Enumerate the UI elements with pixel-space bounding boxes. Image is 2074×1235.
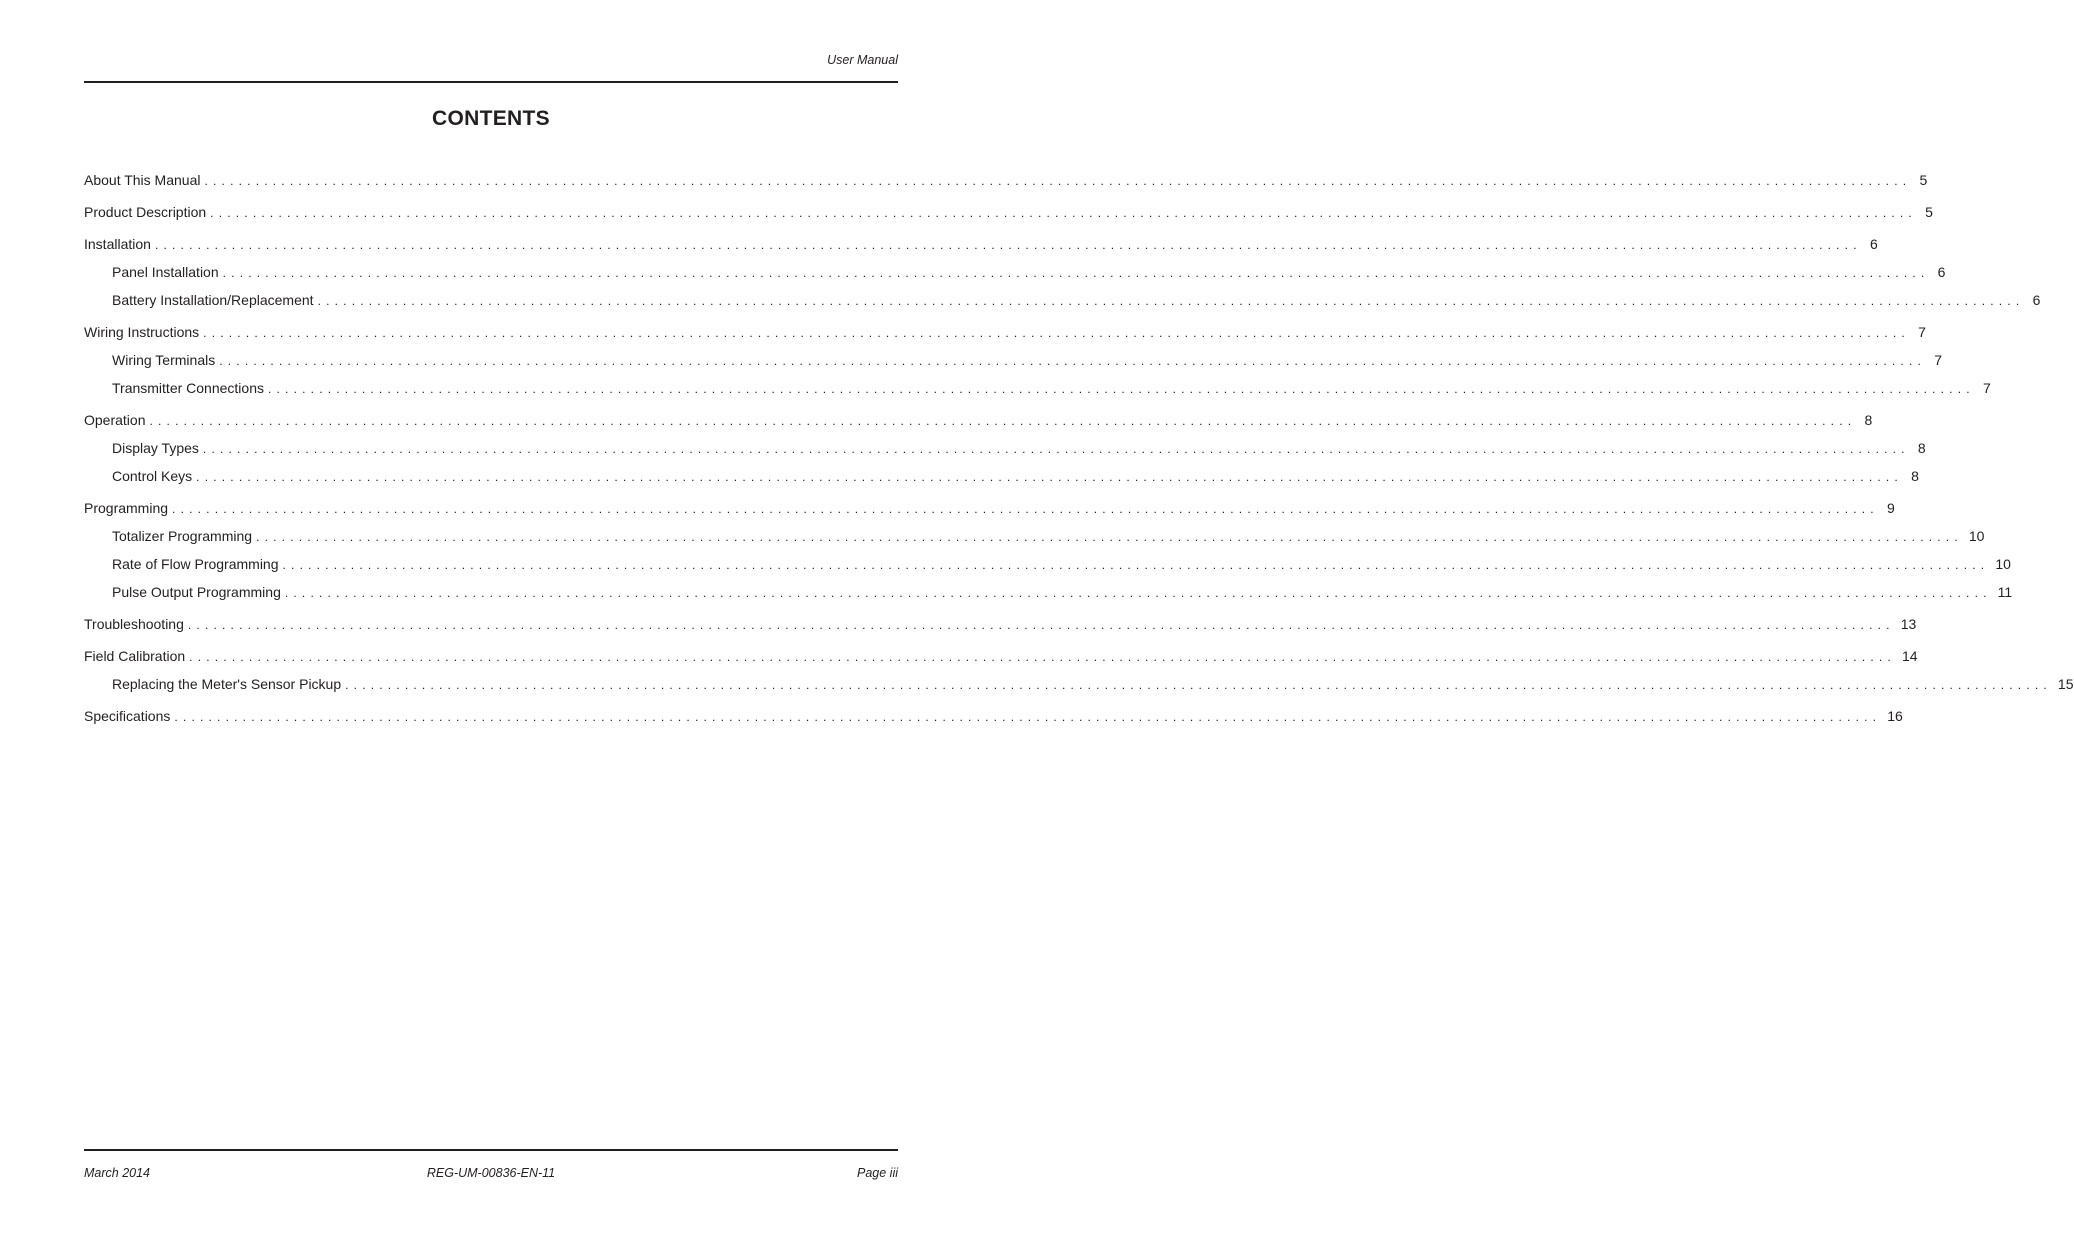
toc-entry-title: Installation (84, 236, 151, 252)
toc-entry-page-number: 13 (1900, 616, 1917, 632)
header-divider (84, 81, 898, 83)
toc-entry-page-number: 15 (2057, 676, 2074, 692)
toc-dot-leader: ........................................................................................................................................................................................................ (282, 558, 1990, 572)
toc-dot-leader: ........................................................................................................................................................................................................ (317, 294, 2025, 308)
toc-dot-leader: ........................................................................................................................................................................................................ (187, 618, 1895, 632)
toc-entry-title: Replacing the Meter's Sensor Pickup (112, 676, 342, 692)
toc-subentry[interactable] (112, 290, 2041, 310)
toc-entry[interactable] (84, 646, 1918, 666)
toc-subentry[interactable] (112, 526, 1985, 546)
toc-entry-title: Wiring Instructions (84, 324, 200, 340)
toc-dot-leader: ........................................................................................................................................................................................................ (203, 326, 1910, 340)
toc-subentry[interactable] (112, 350, 1943, 370)
toc-entry[interactable] (84, 498, 1895, 518)
toc-entry-title: Wiring Terminals (112, 352, 216, 368)
toc-subentry[interactable] (112, 674, 2074, 694)
toc-entry[interactable] (84, 614, 1917, 634)
toc-subentry[interactable] (112, 262, 1946, 282)
toc-entry-page-number: 6 (1869, 236, 1878, 252)
toc-dot-leader: ........................................................................................................................................................................................................ (222, 266, 1930, 280)
toc-entry-title: Programming (84, 500, 169, 516)
toc-dot-leader: ........................................................................................................................................................................................................ (210, 206, 1917, 220)
footer-doc-id: REG-UM-00836-EN-11 (426, 1166, 556, 1180)
toc-subentry[interactable] (112, 582, 2013, 602)
toc-dot-leader: ........................................................................................................................................................................................................ (154, 238, 1862, 252)
toc-subentry[interactable] (112, 466, 1919, 486)
footer-page-number: Page iii (857, 1166, 898, 1180)
toc-entry-page-number: 8 (1917, 440, 1926, 456)
toc-dot-leader: ........................................................................................................................................................................................................ (219, 354, 1927, 368)
toc-entry-page-number: 11 (1997, 584, 2013, 600)
toc-entry-title: Troubleshooting (84, 616, 184, 632)
toc-entry[interactable] (84, 234, 1878, 254)
toc-entry-title: Rate of Flow Programming (112, 556, 279, 572)
toc-entry-title: Transmitter Connections (112, 380, 264, 396)
toc-entry-page-number: 6 (2032, 292, 2041, 308)
toc-entry-page-number: 5 (1919, 172, 1928, 188)
toc-entry-title: Specifications (84, 708, 171, 724)
toc-dot-leader: ........................................................................................................................................................................................................ (204, 174, 1912, 188)
toc-entry-page-number: 16 (1887, 708, 1903, 724)
toc-entry[interactable] (84, 706, 1903, 726)
toc-entry-title: Panel Installation (112, 264, 219, 280)
toc-entry[interactable] (84, 410, 1873, 430)
toc-entry-page-number: 5 (1925, 204, 1933, 220)
footer-divider (84, 1149, 898, 1151)
toc-dot-leader: ........................................................................................................................................................................................................ (196, 470, 1903, 484)
toc-entry-page-number: 8 (1911, 468, 1919, 484)
toc-entry-title: Pulse Output Programming (112, 584, 281, 600)
toc-entry-page-number: 14 (1901, 648, 1918, 664)
toc-entry[interactable] (84, 170, 1928, 190)
toc-entry-page-number: 10 (1995, 556, 2011, 572)
toc-dot-leader: ........................................................................................................................................................................................................ (149, 414, 1857, 428)
toc-entry-page-number: 10 (1968, 528, 1985, 544)
toc-entry-title: Product Description (84, 204, 207, 220)
header-doc-type: User Manual (827, 53, 898, 67)
toc-subentry[interactable] (112, 438, 1926, 458)
toc-dot-leader: ........................................................................................................................................................................................................ (174, 710, 1882, 724)
toc-dot-leader: ........................................................................................................................................................................................................ (267, 382, 1975, 396)
toc-subentry[interactable] (112, 554, 2011, 574)
toc-entry[interactable] (84, 202, 1933, 222)
toc-entry-title: Battery Installation/Replacement (112, 292, 314, 308)
toc-entry[interactable] (84, 322, 1926, 342)
toc-dot-leader: ........................................................................................................................................................................................................ (284, 586, 1992, 600)
toc-dot-leader: ........................................................................................................................................................................................................ (345, 678, 2052, 692)
toc-subentry[interactable] (112, 378, 1991, 398)
toc-entry-title: Operation (84, 412, 146, 428)
toc-dot-leader: ........................................................................................................................................................................................................ (189, 650, 1896, 664)
toc-entry-page-number: 8 (1864, 412, 1873, 428)
footer-date: March 2014 (84, 1166, 151, 1180)
toc-entry-title: Totalizer Programming (112, 528, 253, 544)
toc-dot-leader: ........................................................................................................................................................................................................ (202, 442, 1910, 456)
toc-entry-page-number: 7 (1918, 324, 1926, 340)
toc-entry-title: Display Types (112, 440, 199, 456)
toc-dot-leader: ........................................................................................................................................................................................................ (256, 530, 1963, 544)
toc-entry-page-number: 9 (1887, 500, 1895, 516)
toc-entry-title: Field Calibration (84, 648, 186, 664)
toc-entry-page-number: 7 (1934, 352, 1943, 368)
toc-entry-title: About This Manual (84, 172, 201, 188)
page-title: CONTENTS (432, 107, 550, 130)
toc-entry-page-number: 6 (1937, 264, 1946, 280)
toc-entry-page-number: 7 (1982, 380, 1991, 396)
toc-dot-leader: ........................................................................................................................................................................................................ (172, 502, 1879, 516)
toc-entry-title: Control Keys (112, 468, 193, 484)
